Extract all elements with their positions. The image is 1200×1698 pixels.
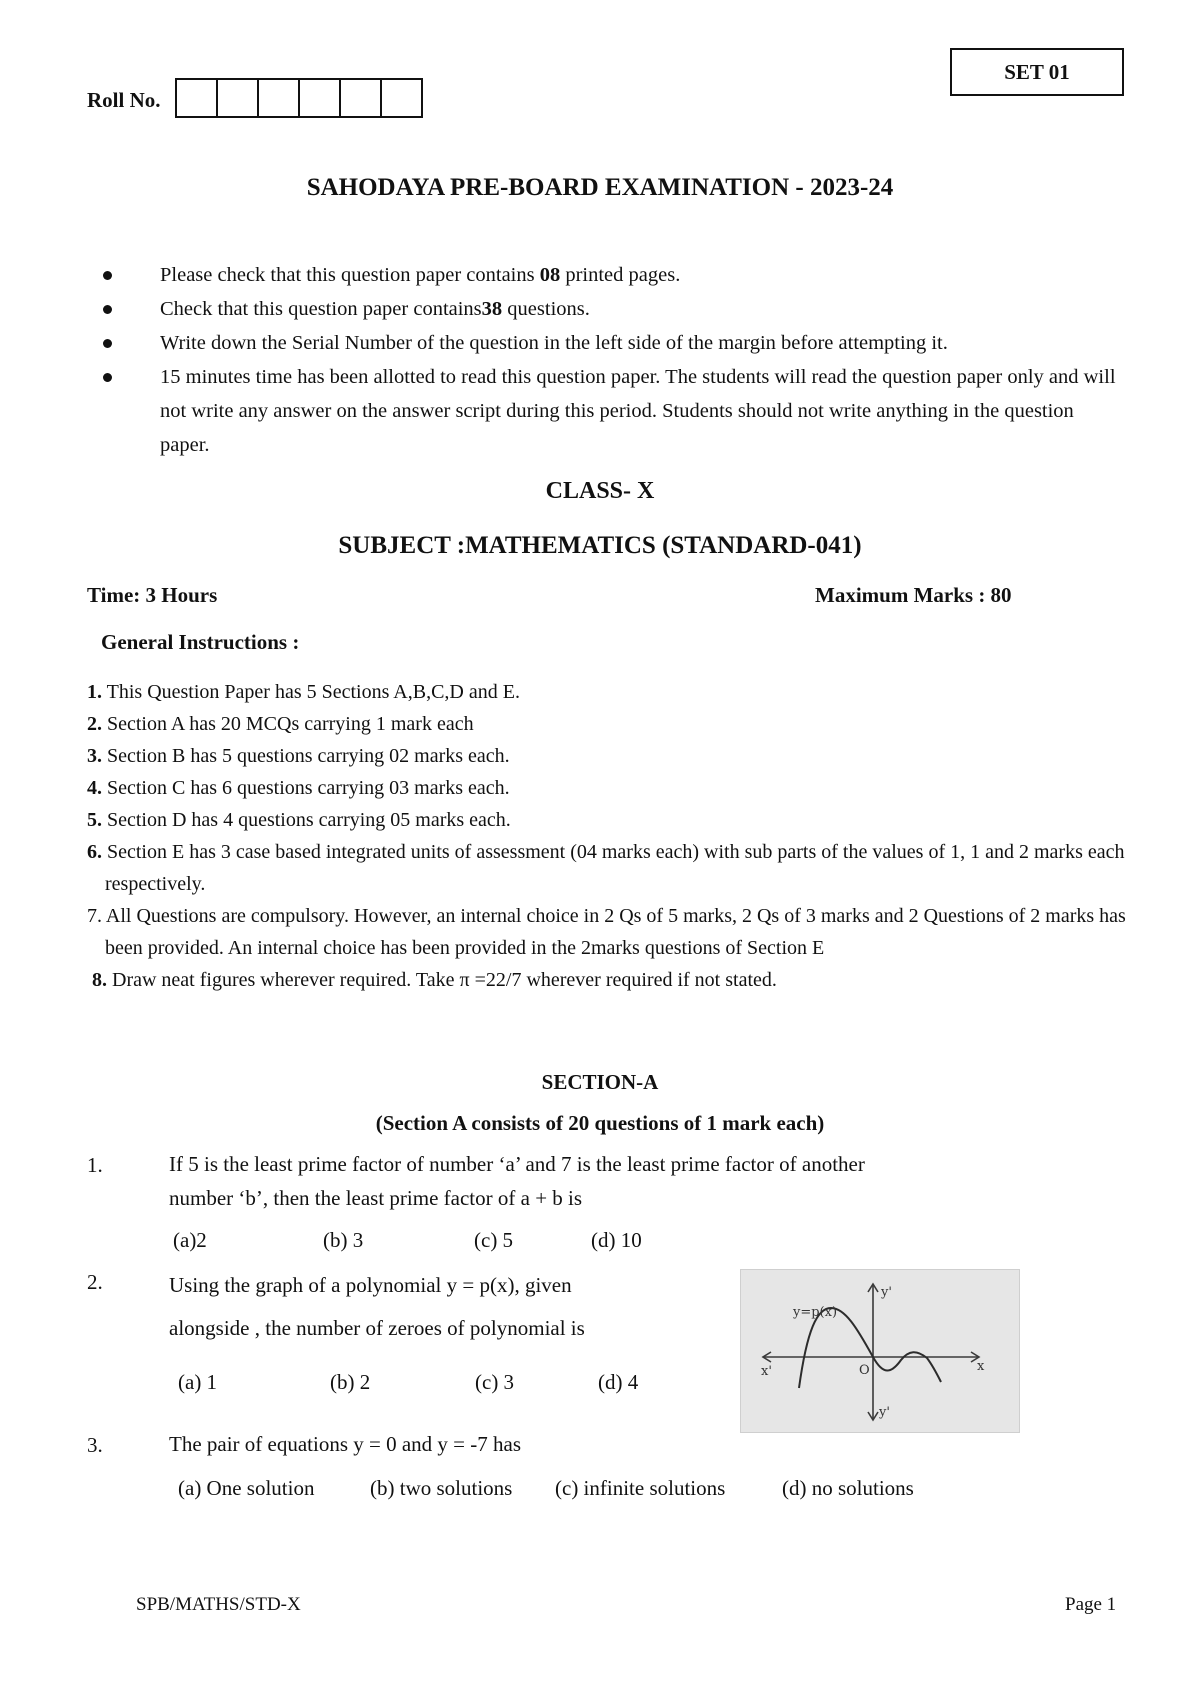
general-instructions-heading: General Instructions : <box>101 630 300 654</box>
polynomial-curve <box>799 1308 941 1388</box>
polynomial-graph <box>741 1270 1019 1432</box>
question-number: 2. <box>87 1270 103 1294</box>
note-item: Write down the Serial Number of the question in the left side of the margin before attempting it. <box>96 326 1126 360</box>
time-label: Time: 3 Hours <box>87 583 218 607</box>
options-row <box>0 1228 1200 1258</box>
curve-label: y=p(x) <box>793 1305 838 1320</box>
x-left-label: x' <box>761 1364 772 1379</box>
note-item: Check that this question paper contains38 questions. <box>96 292 1126 326</box>
origin-label: O <box>859 1363 870 1378</box>
instruction-item: 1. This Question Paper has 5 Sections A,B,C,D and E. <box>87 681 520 703</box>
roll-no-box[interactable] <box>382 80 423 116</box>
question-number: 3. <box>87 1433 103 1457</box>
question-text: Using the graph of a polynomial y = p(x), given alongside , the number of zeroes of polynomial is <box>169 1273 585 1340</box>
exam-title: SAHODAYA PRE-BOARD EXAMINATION - 2023-24 <box>306 174 894 201</box>
option: (a)2 <box>173 1228 207 1252</box>
class-title: CLASS- X <box>545 478 655 504</box>
question-number: 1. <box>87 1153 103 1177</box>
polynomial-graph-image <box>740 1269 1020 1433</box>
instruction-item: 7. All Questions are compulsory. However, an internal choice in 2 Qs of 5 marks, 2 Qs of 3 marks and 2 Questions of 2 marks has been provided. An internal choice has been provided in the 2marks questions of Section E <box>87 905 1126 959</box>
y-top-label: y' <box>881 1285 892 1300</box>
roll-no-box[interactable] <box>259 80 300 116</box>
roll-no-label: Roll No. <box>87 88 161 112</box>
instructions-list <box>87 676 1127 996</box>
roll-no-box[interactable] <box>218 80 259 116</box>
option: (c) 3 <box>475 1370 515 1394</box>
note-item: 15 minutes time has been allotted to read this question paper. The students will read the question paper only and will not write any answer on the answer script during this period. Students should not write anything in the question paper. <box>96 360 1126 462</box>
option: (d) 10 <box>591 1228 642 1252</box>
instruction-item: 4. Section C has 6 questions carrying 03 marks each. <box>87 777 510 799</box>
subject-title: SUBJECT :MATHEMATICS (STANDARD-041) <box>338 532 862 559</box>
set-label: SET 01 <box>950 48 1124 96</box>
question-text: If 5 is the least prime factor of number ‘a’ and 7 is the least prime factor of another number ‘b’, then the least prime factor of a + b is <box>169 1152 865 1210</box>
question-text: The pair of equations y = 0 and y = -7 has <box>169 1432 522 1456</box>
x-right-label: x <box>977 1359 985 1374</box>
y-bottom-label: y' <box>879 1405 890 1420</box>
roll-no-box[interactable] <box>177 80 218 116</box>
option: (a) 1 <box>178 1370 218 1394</box>
section-heading: SECTION-A <box>541 1070 659 1094</box>
option: (d) no solutions <box>782 1476 914 1500</box>
option: (b) 2 <box>330 1370 371 1394</box>
note-item: Please check that this question paper contains 08 printed pages. <box>96 258 1126 292</box>
option: (d) 4 <box>598 1370 639 1394</box>
max-marks-label: Maximum Marks : 80 <box>815 583 1012 607</box>
option: (c) 5 <box>474 1228 514 1252</box>
footer-code: SPB/MATHS/STD-X <box>136 1594 301 1615</box>
options-row <box>0 1370 1200 1400</box>
options-row <box>0 1476 1200 1506</box>
option: (b) two solutions <box>370 1476 513 1500</box>
instruction-item: 8. Draw neat figures wherever required. Take π =22/7 wherever required if not stated. <box>92 969 777 991</box>
section-subheading: (Section A consists of 20 questions of 1 mark each) <box>375 1111 825 1135</box>
page-number: Page 1 <box>1065 1594 1117 1615</box>
notes-list <box>96 258 1126 462</box>
option: (c) infinite solutions <box>555 1476 726 1500</box>
option: (a) One solution <box>178 1476 315 1500</box>
instruction-item: 6. Section E has 3 case based integrated units of assessment (04 marks each) with sub parts of the values of 1, 1 and 2 marks each respectively. <box>87 841 1125 895</box>
instruction-item: 2. Section A has 20 MCQs carrying 1 mark each <box>87 713 474 735</box>
option: (b) 3 <box>323 1228 364 1252</box>
instruction-item: 3. Section B has 5 questions carrying 02 marks each. <box>87 745 510 767</box>
roll-no-box[interactable] <box>341 80 382 116</box>
instruction-item: 5. Section D has 4 questions carrying 05 marks each. <box>87 809 511 831</box>
roll-no-boxes[interactable] <box>175 78 423 118</box>
roll-no-box[interactable] <box>300 80 341 116</box>
